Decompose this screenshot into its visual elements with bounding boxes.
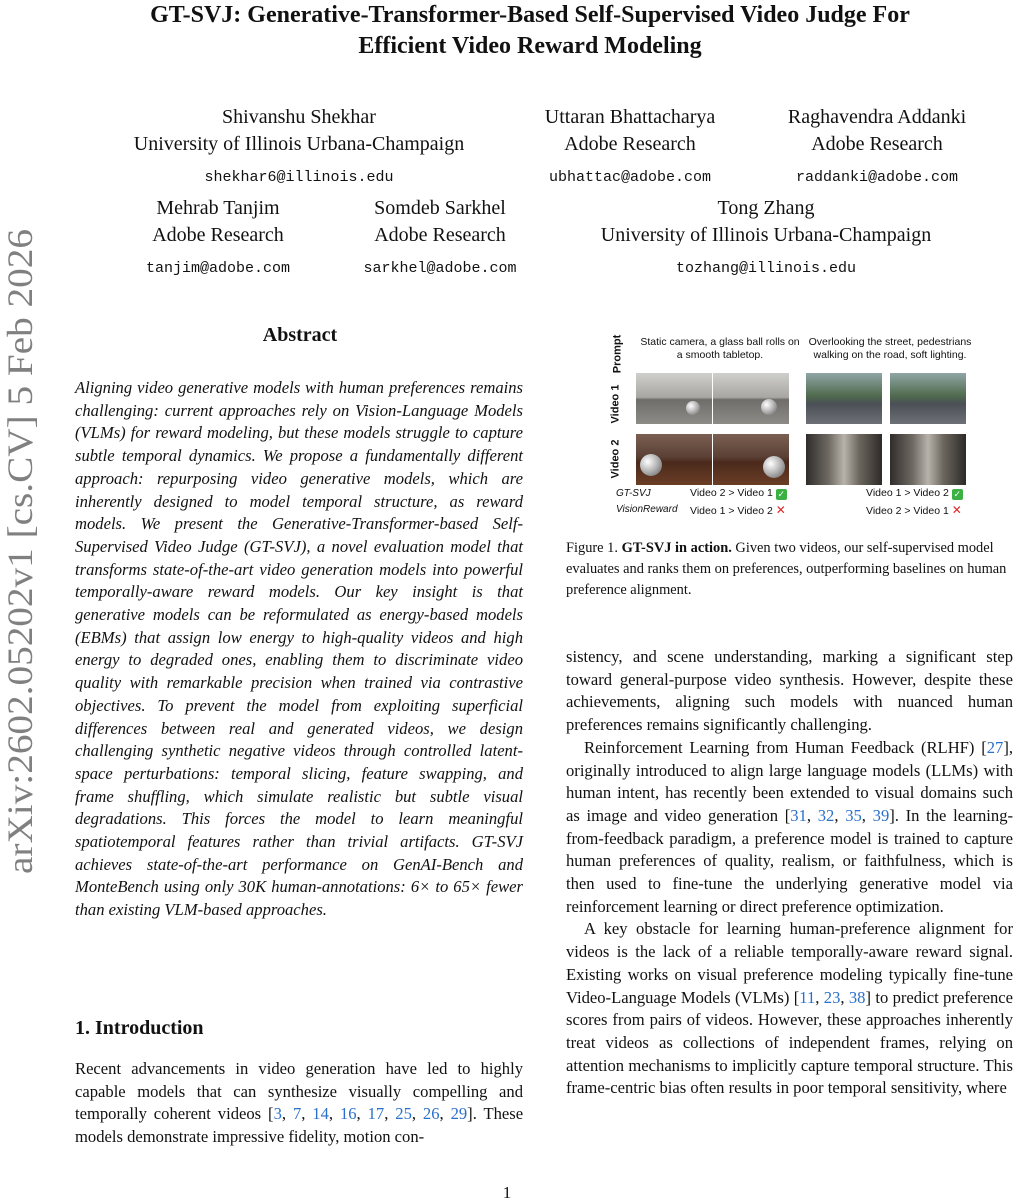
video2-frame-right-2 [890,434,966,485]
author-name: Raghavendra Addanki [787,106,967,128]
author-email[interactable]: tozhang@illinois.edu [675,260,857,277]
citation-link[interactable]: 14 [312,1104,329,1124]
intro-paragraph-continued: sistency, and scene understanding, marking a significant step toward general-purpose video synthesis. However, despite these achievements, aligning such models with nuanced human preferences remains significantly challenging. [566,647,1013,735]
check-icon: ✓ [777,489,785,499]
author-block [570,195,962,282]
citation-link[interactable]: 11 [799,987,816,1007]
author-name: Uttaran Bhattacharya [544,106,716,128]
citation-link[interactable]: 3 [273,1104,282,1124]
paper-title [60,0,1000,62]
intro-paragraph-rlhf: Reinforcement Learning from Human Feedback (RLHF) [27], originally introduced to align large language models (LLMs) with human intent, has recently been extended to visual domains such as image and video generation [31, 32, 35, 39]. In the learning-from-feedback paradigm, a preference model is trained to capture human preferences of quality, realism, or faithfulness, which is then used to fine-tune the underlying generative model via reinforcement learning or direct preference optimization. [566,737,1014,916]
author-name: Tong Zhang [717,197,815,219]
intro-paragraph-1: Recent advancements in video generation have led to highly capable models that can synthesize visually compelling and temporally coherent videos [3, 7, 14, 16, 17, 25, 26, 29]. These models demonstrate impressive fidelity, motion con- [75,1059,524,1147]
page-number: 1 [502,1183,512,1202]
prompt-right: Overlooking the street, pedestrians walking on the road, soft lighting. [808,336,972,361]
arxiv-id-text: arXiv:2602.05202v1 [cs.CV] 5 Feb 2026 [0,282,40,874]
author-email[interactable]: tanjim@adobe.com [145,260,291,277]
model-label-visionreward: VisionReward [616,504,678,515]
author-affiliation: University of Illinois Urbana-Champaign [133,133,465,155]
author-name: Somdeb Sarkhel [374,197,506,219]
glass-ball [761,399,777,415]
author-affiliation: University of Illinois Urbana-Champaign [600,224,932,246]
citation-link[interactable]: 38 [848,987,866,1007]
title-line-2: Efficient Video Reward Modeling [358,33,702,59]
text-run: ] to predict preference scores from pairs of videos. However, these approaches inherently treat videos as collections of independent frames, relying on attention mechanisms to implicitly capture temporal structure. This frame-centric bias often results in poor temporal sensitivity, where [566,987,1014,1098]
citation-link[interactable]: 16 [339,1104,357,1124]
arxiv-sidebar-stamp[interactable] [0,227,44,874]
video1-frame-left-2 [713,373,789,424]
author-affiliation: Adobe Research [374,224,506,246]
figure-caption [566,538,1013,601]
prompt-left: Static camera, a glass ball rolls on a smooth tabletop. [640,336,800,361]
author-block [116,195,320,282]
video2-frame-left-2 [713,434,789,485]
cross-icon: ✕ [951,503,962,517]
citation-link[interactable]: 39 [872,805,890,825]
comparison-text: Video 1 > Video 2 [866,487,949,499]
citation-link[interactable]: 29 [450,1104,468,1124]
glass-ball [763,456,785,478]
citation-link[interactable]: 17 [367,1104,385,1124]
abstract-heading: Abstract [262,324,338,346]
author-name: Shivanshu Shekhar [222,106,376,128]
author-email[interactable]: shekhar6@illinois.edu [204,169,394,186]
caption-label: Figure 1. [566,540,618,556]
author-email[interactable]: sarkhel@adobe.com [363,260,517,277]
author-block [104,104,494,191]
section-heading-introduction: 1. Introduction [75,1017,204,1039]
comparison-text: Video 1 > Video 2 [690,505,773,517]
text-run: A key obstacle for learning human-preference alignment for videos is the lack of a reliable temporally-aware reward signal. Existing works on visual preference modeling typically fine-tune Video-Language Models (VLMs) [ [566,919,1013,1007]
citation-link[interactable]: 27 [986,737,1004,757]
comparison-text: Video 2 > Video 1 [866,505,949,517]
text-run: Reinforcement Learning from Human Feedback (RLHF) [ [584,737,987,757]
author-block [764,104,990,191]
text-run: ], originally introduced to align large language models (LLMs) with human intent, has recently been extended to visual domains such as image and video generation [ [566,737,1013,825]
author-email[interactable]: raddanki@adobe.com [795,169,959,186]
intro-left-column [75,1058,523,1149]
citation-link[interactable]: 35 [845,805,862,825]
video2-frame-right-1 [806,434,882,485]
model-label-gt-svj: GT-SVJ [616,488,651,499]
author-affiliation: Adobe Research [152,224,284,246]
check-icon: ✓ [953,489,961,499]
comparison-text: Video 2 > Video 1 [690,487,773,499]
author-block [340,195,540,282]
row-label-video1: Video 1 [609,384,622,424]
row-label-prompt: Prompt [611,334,624,374]
citation-link[interactable]: 7 [292,1104,302,1124]
comparison-right-visionreward [866,503,962,517]
video1-frame-left-1 [636,373,712,424]
intro-paragraph-obstacle: A key obstacle for learning human-preference alignment for videos is the lack of a reliable temporally-aware reward signal. Existing works on visual preference modeling typically fine-tune Video-Language Models (VLMs) [11, 23, 38] to predict preference scores from pairs of videos. However, these approaches inherently treat videos as collections of independent frames, relying on attention mechanisms to implicitly capture temporal structure. This frame-centric bias often results in poor temporal sensitivity, where [566,919,1014,1098]
citation-link[interactable]: 25 [395,1104,412,1124]
text-run: ]. These models demonstrate impressive fidelity, motion con- [75,1104,524,1147]
glass-ball [640,454,662,476]
caption-text: Given two videos, our self-supervised model evaluates and ranks them on preferences, outperforming baselines on human preference alignment. [566,540,1007,598]
video1-frame-right-1 [806,373,882,424]
citation-link[interactable]: 31 [790,805,807,825]
text-run: ]. In the learning-from-feedback paradigm, a preference model is trained to capture human preferences of quality, realism, or faithfulness, which is then used to fine-tune the underlying generative model via reinforcement learning or direct preference optimization. [566,805,1014,916]
comparison-left-visionreward [690,503,786,517]
text-run: Recent advancements in video generation have led to highly capable models that can synthesize visually compelling and temporally coherent videos [ [75,1059,523,1124]
citation-link[interactable]: 26 [422,1104,440,1124]
figure-1 [609,328,972,520]
author-email[interactable]: ubhattac@adobe.com [548,169,712,186]
row-label-video2: Video 2 [609,439,622,479]
author-affiliation: Adobe Research [811,133,943,155]
intro-right-column [566,646,1013,1100]
video2-frame-left-1 [636,434,712,485]
citation-link[interactable]: 23 [823,987,841,1007]
cross-icon: ✕ [775,503,786,517]
author-block [520,104,740,191]
citation-link[interactable]: 32 [817,805,835,825]
glass-ball [686,401,700,415]
author-affiliation: Adobe Research [564,133,696,155]
title-line-1: GT-SVJ: Generative-Transformer-Based Self-Supervised Video Judge For [150,2,910,28]
author-name: Mehrab Tanjim [156,197,280,219]
abstract-text: Aligning video generative models with human preferences remains challenging: current approaches rely on Vision-Language Models (VLMs) for reward modeling, but these models struggle to capture subtle temporal dynamics. We propose a fundamentally different approach: repurposing video generative models, which are inherently designed to model temporal structure, as reward models. We present the Generative-Transformer-based Self-Supervised Video Judge (GT-SVJ), a novel evaluation model that transforms state-of-the-art video generation models into powerful temporally-aware reward models. Our key insight is that generative models can be reformulated as energy-based models (EBMs) that assign low energy to high-quality videos and high energy to degraded ones, enabling them to discriminate video quality with remarkable precision when trained via contrastive objectives. To prevent the model from exploiting superficial differences between real and generated videos, we design challenging synthetic negative videos through controlled latent-space perturbations: temporal slicing, feature swapping, and frame shuffling, which simulate realistic but subtle visual degradations. This forces the model to learn meaningful spatiotemporal features rather than trivial artifacts. GT-SVJ achieves state-of-the-art performance on GenAI-Bench and MonteBench using only 30K human-annotations: 6× to 65× fewer than existing VLM-based approaches. [75,378,523,920]
comparison-left-gt-svj [690,487,787,500]
caption-bold: GT-SVJ in action. [621,540,732,556]
video1-frame-right-2 [890,373,966,424]
comparison-right-gt-svj [866,487,963,500]
